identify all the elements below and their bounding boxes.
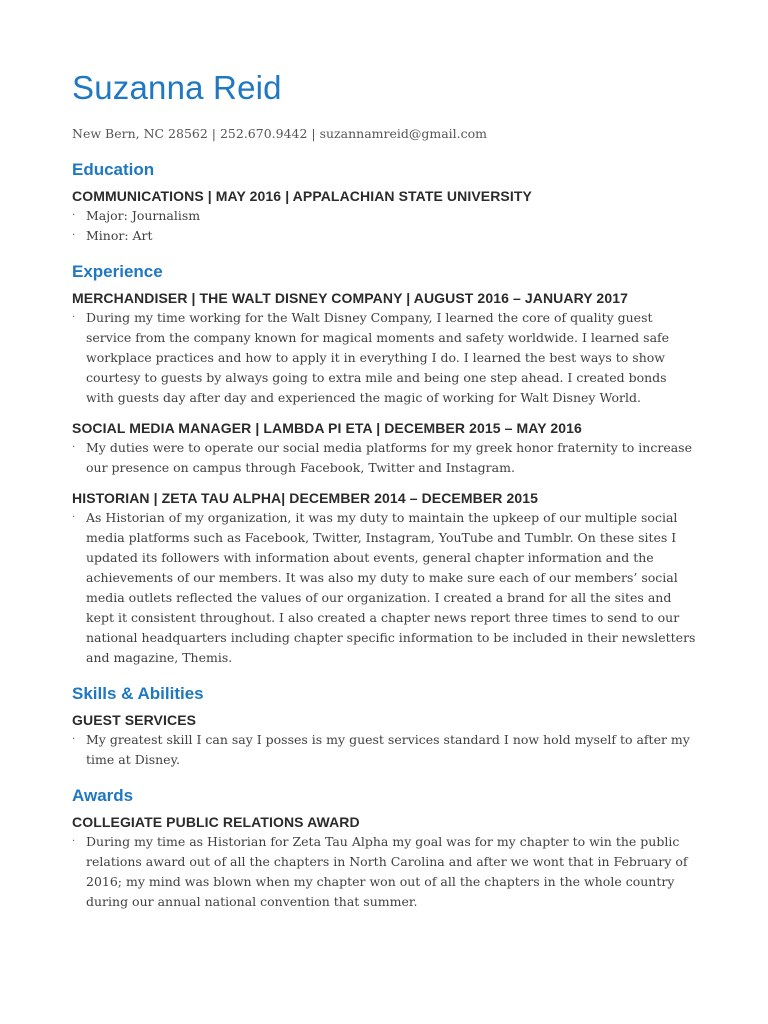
entry-heading: HISTORIAN | ZETA TAU ALPHA| DECEMBER 2014 – DECEMBER 2015 [72, 490, 539, 506]
entry-guest-services [72, 711, 696, 770]
bullet-icon: · [72, 230, 76, 241]
bullet-icon: · [72, 512, 76, 523]
list-item [72, 226, 696, 246]
bullet-list [72, 438, 696, 478]
bullet-text: Minor: Art [86, 228, 153, 243]
bullet-icon: · [72, 734, 76, 745]
entry-heading: COMMUNICATIONS | MAY 2016 | APPALACHIAN STATE UNIVERSITY [72, 188, 532, 204]
bullet-text: My greatest skill I can say I posses is my guest services standard I now hold myself to after my time at Disney. [86, 732, 690, 767]
entry-merchandiser [72, 289, 696, 408]
bullet-text: Major: Journalism [86, 208, 201, 223]
section-awards [72, 786, 696, 912]
list-item [72, 308, 696, 408]
list-item [72, 206, 696, 226]
entry-heading: SOCIAL MEDIA MANAGER | LAMBDA PI ETA | DECEMBER 2015 – MAY 2016 [72, 420, 582, 436]
section-title: Experience [72, 262, 163, 281]
entry-historian [72, 489, 696, 668]
section-title: Education [72, 160, 155, 179]
bullet-text: During my time as Historian for Zeta Tau Alpha my goal was for my chapter to win the public relations award out of all the chapters in North Carolina and after we wont that in February of 2016; my mind was blown when my chapter won out of all the chapters in the whole country during our annual national convention that summer. [86, 834, 688, 909]
bullet-icon: · [72, 210, 76, 221]
candidate-name: Suzanna Reid [72, 69, 282, 106]
list-item [72, 832, 696, 912]
entry-heading: GUEST SERVICES [72, 712, 197, 728]
bullet-list [72, 730, 696, 770]
section-title: Awards [72, 786, 134, 805]
bullet-icon: · [72, 442, 76, 453]
section-experience [72, 262, 696, 668]
bullet-list [72, 832, 696, 912]
bullet-text: During my time working for the Walt Disney Company, I learned the core of quality guest service from the company known for magical moments and safety worldwide. I learned safe workplace practices and how to apply it in everything I do. I learned the best ways to show courtesy to guests by always going to extra mile and being one step ahead. I created bonds with guests day after day and experienced the magic of working for Walt Disney World. [86, 310, 670, 405]
section-title: Skills & Abilities [72, 684, 204, 703]
entry-pr-award [72, 813, 696, 912]
contact-info: New Bern, NC 28562 | 252.670.9442 | suzannamreid@gmail.com [72, 126, 488, 141]
entry-heading: COLLEGIATE PUBLIC RELATIONS AWARD [72, 814, 360, 830]
section-skills [72, 684, 696, 770]
bullet-list [72, 206, 696, 246]
bullet-icon: · [72, 312, 76, 323]
entry-heading: MERCHANDISER | THE WALT DISNEY COMPANY | AUGUST 2016 – JANUARY 2017 [72, 290, 628, 306]
bullet-list [72, 508, 696, 668]
bullet-text: My duties were to operate our social media platforms for my greek honor fraternity to increase our presence on campus through Facebook, Twitter and Instagram. [86, 440, 692, 475]
entry-communications-degree [72, 187, 696, 246]
bullet-list [72, 308, 696, 408]
entry-social-media-manager [72, 419, 696, 478]
list-item [72, 438, 696, 478]
bullet-text: As Historian of my organization, it was my duty to maintain the upkeep of our multiple social media platforms such as Facebook, Twitter, Instagram, YouTube and Tumblr. On these sites I updated its followers with information about events, general chapter information and the achievements of our members. It was also my duty to make sure each of our members’ social media outlets reflected the values of our organization. I created a brand for all the sites and kept it consistent throughout. I also created a chapter news report three times to send to our national headquarters including chapter specific information to be included in their newsletters and magazine, Themis. [86, 510, 696, 665]
list-item [72, 730, 696, 770]
section-education [72, 160, 696, 246]
list-item [72, 508, 696, 668]
bullet-icon: · [72, 836, 76, 847]
